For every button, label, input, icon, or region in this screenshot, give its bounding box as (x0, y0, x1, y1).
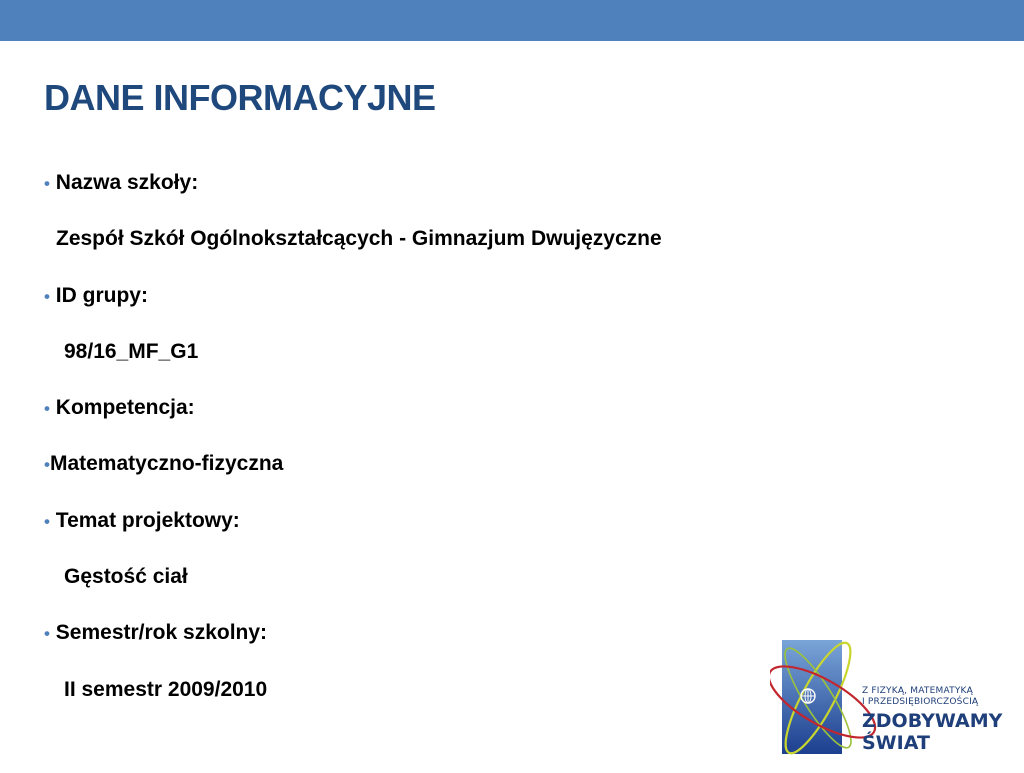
item-text: Zespół Szkół Ogólnokształcących - Gimnazjum Dwujęzyczne (56, 227, 662, 250)
item-text: Temat projektowy: (55, 509, 240, 532)
list-item (56, 227, 662, 251)
bullet-icon: • (44, 624, 50, 643)
item-text: II semestr 2009/2010 (64, 678, 268, 701)
item-text: Semestr/rok szkolny: (55, 621, 268, 644)
list-item (64, 340, 198, 364)
project-logo (770, 622, 1024, 768)
bullet-icon: • (44, 287, 50, 306)
list-item (44, 284, 148, 309)
item-text: Gęstość ciał (64, 565, 188, 588)
list-item (64, 678, 267, 702)
logo-line-1: Z FIZYKĄ, MATEMATYKĄ (862, 686, 973, 696)
logo-line-4: ŚWIAT (862, 732, 930, 754)
item-text: ID grupy: (55, 284, 148, 307)
logo-line-2: I PRZEDSIĘBIORCZOŚCIĄ (862, 697, 979, 707)
list-item (44, 171, 198, 196)
bullet-icon: • (44, 399, 50, 418)
bullet-icon: • (44, 174, 50, 193)
item-text: Nazwa szkoły: (55, 171, 199, 194)
item-text: Matematyczno-fizyczna (49, 452, 284, 475)
list-item (44, 396, 195, 421)
logo-line-3: ZDOBYWAMY (862, 710, 1003, 732)
slide-title: DANE INFORMACYJNE (44, 77, 436, 118)
list-item (44, 509, 240, 534)
list-item (44, 621, 267, 646)
bullet-icon: • (44, 455, 50, 474)
list-item (64, 565, 188, 589)
item-text: Kompetencja: (55, 396, 195, 419)
list-item (44, 452, 283, 477)
bullet-icon: • (44, 512, 50, 531)
item-text: 98/16_MF_G1 (64, 340, 199, 363)
top-accent-bar (0, 0, 1024, 41)
